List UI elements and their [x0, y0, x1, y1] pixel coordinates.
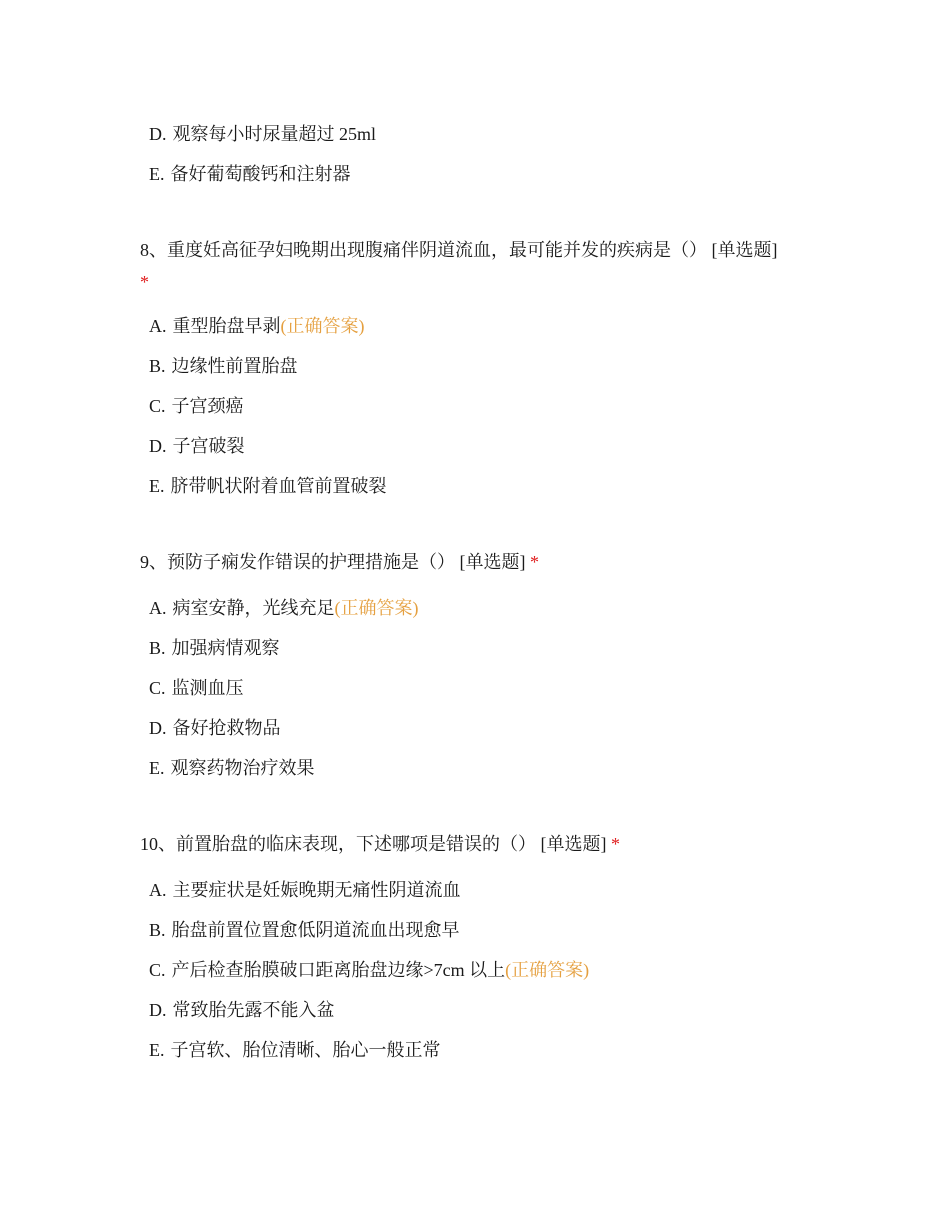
question-9-option-e [149, 756, 315, 780]
option-letter: A. [149, 316, 167, 336]
question-10-title [140, 832, 620, 856]
question-10-option-e [149, 1038, 441, 1062]
option-letter: A. [149, 598, 167, 618]
option-letter: D. [149, 718, 167, 738]
question-text: 9、预防子痫发作错误的护理措施是（） [单选题] [140, 552, 526, 572]
option-text: 主要症状是妊娠晚期无痛性阴道流血 [172, 880, 461, 900]
option-text: 病室安静，光线充足 [172, 598, 335, 618]
question-10-option-d [149, 998, 335, 1022]
correct-answer-label: (正确答案) [334, 598, 419, 618]
question-8-option-c [149, 394, 244, 418]
option-letter: C. [149, 678, 166, 698]
option-text: 备好葡萄酸钙和注射器 [170, 164, 351, 184]
question-9-title [140, 550, 539, 574]
option-letter: E. [149, 476, 165, 496]
option-letter: C. [149, 960, 166, 980]
option-letter: B. [149, 920, 166, 940]
option-letter: E. [149, 1040, 165, 1060]
option-text: 重型胎盘早剥 [172, 316, 281, 336]
option-text: 边缘性前置胎盘 [171, 356, 298, 376]
question-9-option-d [149, 716, 281, 740]
question-9-option-b [149, 636, 280, 660]
option-text: 常致胎先露不能入盆 [172, 1000, 335, 1020]
option-d-prev [149, 122, 376, 146]
question-9-option-a [149, 596, 419, 620]
option-text: 监测血压 [171, 678, 244, 698]
option-letter: D. [149, 1000, 167, 1020]
question-text: 10、前置胎盘的临床表现，下述哪项是错误的（） [单选题] [140, 834, 607, 854]
option-text: 子宫软、胎位清晰、胎心一般正常 [170, 1040, 441, 1060]
option-e-prev [149, 162, 351, 186]
option-text: 观察药物治疗效果 [170, 758, 315, 778]
question-text: 8、重度妊高征孕妇晚期出现腹痛伴阴道流血，最可能并发的疾病是（） [单选题] [140, 240, 778, 260]
option-letter: A. [149, 880, 167, 900]
option-letter: B. [149, 356, 166, 376]
option-letter: C. [149, 396, 166, 416]
question-8-option-e [149, 474, 387, 498]
question-8-option-b [149, 354, 298, 378]
required-mark: * [530, 552, 539, 572]
option-letter: D. [149, 436, 167, 456]
required-mark: * [611, 834, 620, 854]
option-letter: E. [149, 758, 165, 778]
correct-answer-label: (正确答案) [505, 960, 590, 980]
question-10-option-b [149, 918, 460, 942]
option-text: 备好抢救物品 [172, 718, 281, 738]
option-letter: E. [149, 164, 165, 184]
question-10-option-c [149, 958, 589, 982]
required-mark: * [140, 272, 149, 292]
option-text: 产后检查胎膜破口距离胎盘边缘>7cm 以上 [171, 960, 506, 980]
option-text: 子宫颈癌 [171, 396, 244, 416]
question-8-title [140, 238, 778, 262]
option-text: 胎盘前置位置愈低阴道流血出现愈早 [171, 920, 460, 940]
correct-answer-label: (正确答案) [280, 316, 365, 336]
option-text: 观察每小时尿量超过 25ml [172, 124, 377, 144]
question-9-option-c [149, 676, 244, 700]
question-10-option-a [149, 878, 461, 902]
question-8-option-d [149, 434, 245, 458]
option-letter: D. [149, 124, 167, 144]
question-8-option-a [149, 314, 365, 338]
question-8-required [140, 270, 149, 294]
option-text: 脐带帆状附着血管前置破裂 [170, 476, 387, 496]
option-text: 子宫破裂 [172, 436, 245, 456]
option-text: 加强病情观察 [171, 638, 280, 658]
option-letter: B. [149, 638, 166, 658]
